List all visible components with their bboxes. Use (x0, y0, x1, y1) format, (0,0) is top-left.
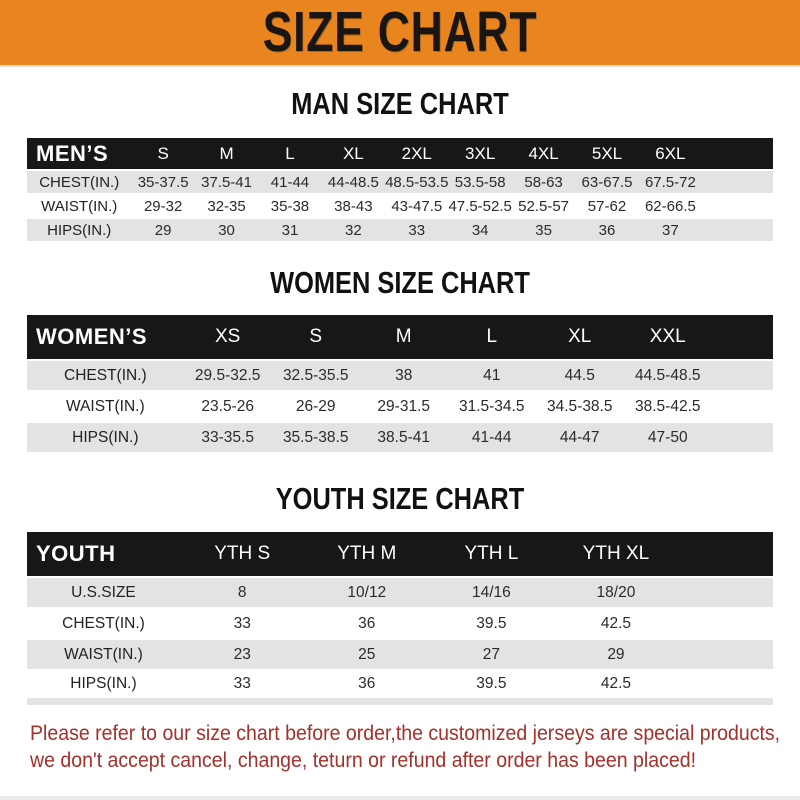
size-column-2xl: 2XL (385, 138, 448, 170)
row-label: HIPS(IN.) (27, 670, 180, 701)
size-value: 36 (305, 608, 430, 639)
women-section-title: WOMEN SIZE CHART (270, 265, 530, 300)
size-value: 63-67.5 (575, 170, 638, 194)
size-value: 32.5-35.5 (272, 360, 360, 391)
size-value: 35.5-38.5 (272, 422, 360, 453)
size-value: 38.5-42.5 (624, 391, 712, 422)
size-value: 29-31.5 (360, 391, 448, 422)
size-value: 33 (180, 670, 305, 701)
bottom-edge-strip (0, 796, 800, 800)
size-value: 10/12 (305, 577, 430, 608)
size-column-m: M (360, 315, 448, 360)
size-value: 35-37.5 (131, 170, 194, 194)
women-row-waist-in (27, 391, 773, 422)
size-value: 33-35.5 (184, 422, 272, 453)
size-value: 44-47 (536, 422, 624, 453)
size-value: 31.5-34.5 (448, 391, 536, 422)
size-value: 39.5 (429, 670, 554, 701)
size-column-xxl: XXL (624, 315, 712, 360)
men-row-waist-in (27, 194, 773, 218)
disclaimer-line-1: Please refer to our size chart before order,the customized jerseys are special products, (30, 721, 781, 745)
size-column-xl: XL (322, 138, 385, 170)
size-value: 44-48.5 (322, 170, 385, 194)
size-column-5xl: 5XL (575, 138, 638, 170)
size-value: 29.5-32.5 (184, 360, 272, 391)
size-value: 25 (305, 639, 430, 670)
youth-row-waist-in (27, 639, 773, 670)
youth-row-hips-in (27, 670, 773, 701)
size-value: 38 (360, 360, 448, 391)
row-spacer-cell (678, 670, 773, 701)
women-size-table (27, 315, 773, 454)
size-column-yth-xl: YTH XL (554, 532, 679, 577)
header-spacer-cell (712, 315, 773, 360)
row-label: WAIST(IN.) (27, 639, 180, 670)
row-label: HIPS(IN.) (27, 218, 131, 242)
size-value: 33 (180, 608, 305, 639)
size-value: 23 (180, 639, 305, 670)
row-spacer-cell (678, 577, 773, 608)
size-column-s: S (131, 138, 194, 170)
men-section-title: MAN SIZE CHART (291, 86, 509, 121)
size-value: 35-38 (258, 194, 321, 218)
row-spacer-cell (712, 422, 773, 453)
header-spacer-cell (702, 138, 773, 170)
men-row-chest-in (27, 170, 773, 194)
size-value: 39.5 (429, 608, 554, 639)
size-value: 26-29 (272, 391, 360, 422)
size-column-s: S (272, 315, 360, 360)
row-label: U.S.SIZE (27, 577, 180, 608)
size-column-yth-s: YTH S (180, 532, 305, 577)
size-value: 33 (385, 218, 448, 242)
row-spacer-cell (678, 608, 773, 639)
size-value: 34 (448, 218, 511, 242)
size-column-xl: XL (536, 315, 624, 360)
size-value: 32 (322, 218, 385, 242)
size-chart-banner (0, 0, 800, 67)
size-value: 48.5-53.5 (385, 170, 448, 194)
size-value: 29 (131, 218, 194, 242)
women-size-section (0, 265, 800, 454)
size-column-l: L (258, 138, 321, 170)
men-corner-label: MEN’S (27, 138, 131, 170)
size-value: 41-44 (448, 422, 536, 453)
row-label: HIPS(IN.) (27, 422, 184, 453)
size-value: 29-32 (131, 194, 194, 218)
row-spacer-cell (712, 391, 773, 422)
row-label: WAIST(IN.) (27, 194, 131, 218)
men-size-table (27, 138, 773, 243)
order-disclaimer (30, 720, 780, 774)
row-spacer-cell (702, 194, 773, 218)
size-column-xs: XS (184, 315, 272, 360)
youth-size-section (0, 481, 800, 705)
row-spacer-cell (702, 218, 773, 242)
size-value: 36 (575, 218, 638, 242)
size-value: 62-66.5 (639, 194, 702, 218)
size-value: 37 (639, 218, 702, 242)
size-value: 47.5-52.5 (448, 194, 511, 218)
size-value: 52.5-57 (512, 194, 575, 218)
row-spacer-cell (712, 360, 773, 391)
size-column-3xl: 3XL (448, 138, 511, 170)
youth-corner-label: YOUTH (27, 532, 180, 577)
size-value: 34.5-38.5 (536, 391, 624, 422)
size-column-6xl: 6XL (639, 138, 702, 170)
size-value: 47-50 (624, 422, 712, 453)
row-label: CHEST(IN.) (27, 170, 131, 194)
size-value: 42.5 (554, 670, 679, 701)
page-title: SIZE CHART (262, 0, 538, 64)
size-value: 35 (512, 218, 575, 242)
header-spacer-cell (678, 532, 773, 577)
row-label: WAIST(IN.) (27, 391, 184, 422)
size-value: 32-35 (195, 194, 258, 218)
size-value: 53.5-58 (448, 170, 511, 194)
women-header-row (27, 315, 773, 360)
women-row-hips-in (27, 422, 773, 453)
size-column-m: M (195, 138, 258, 170)
size-value: 23.5-26 (184, 391, 272, 422)
youth-row-chest-in (27, 608, 773, 639)
size-value: 38.5-41 (360, 422, 448, 453)
women-corner-label: WOMEN’S (27, 315, 184, 360)
size-value: 44.5-48.5 (624, 360, 712, 391)
size-value: 37.5-41 (195, 170, 258, 194)
size-value: 43-47.5 (385, 194, 448, 218)
disclaimer-line-2: we don't accept cancel, change, teturn or refund after order has been placed! (30, 748, 697, 772)
youth-header-row (27, 532, 773, 577)
size-value: 29 (554, 639, 679, 670)
size-value: 41-44 (258, 170, 321, 194)
women-row-chest-in (27, 360, 773, 391)
row-spacer-cell (702, 170, 773, 194)
size-value: 18/20 (554, 577, 679, 608)
size-value: 27 (429, 639, 554, 670)
size-column-4xl: 4XL (512, 138, 575, 170)
size-value: 44.5 (536, 360, 624, 391)
youth-row-u-s-size (27, 577, 773, 608)
size-column-yth-m: YTH M (305, 532, 430, 577)
size-value: 31 (258, 218, 321, 242)
men-row-hips-in (27, 218, 773, 242)
size-column-l: L (448, 315, 536, 360)
size-column-yth-l: YTH L (429, 532, 554, 577)
men-size-section (0, 86, 800, 243)
men-header-row (27, 138, 773, 170)
row-label: CHEST(IN.) (27, 608, 180, 639)
size-value: 42.5 (554, 608, 679, 639)
size-value: 67.5-72 (639, 170, 702, 194)
size-value: 14/16 (429, 577, 554, 608)
size-value: 30 (195, 218, 258, 242)
youth-size-table (27, 532, 773, 705)
youth-section-title: YOUTH SIZE CHART (275, 481, 525, 516)
row-spacer-cell (678, 639, 773, 670)
size-value: 38-43 (322, 194, 385, 218)
size-value: 36 (305, 670, 430, 701)
size-value: 41 (448, 360, 536, 391)
row-label: CHEST(IN.) (27, 360, 184, 391)
size-value: 8 (180, 577, 305, 608)
size-value: 58-63 (512, 170, 575, 194)
size-value: 57-62 (575, 194, 638, 218)
